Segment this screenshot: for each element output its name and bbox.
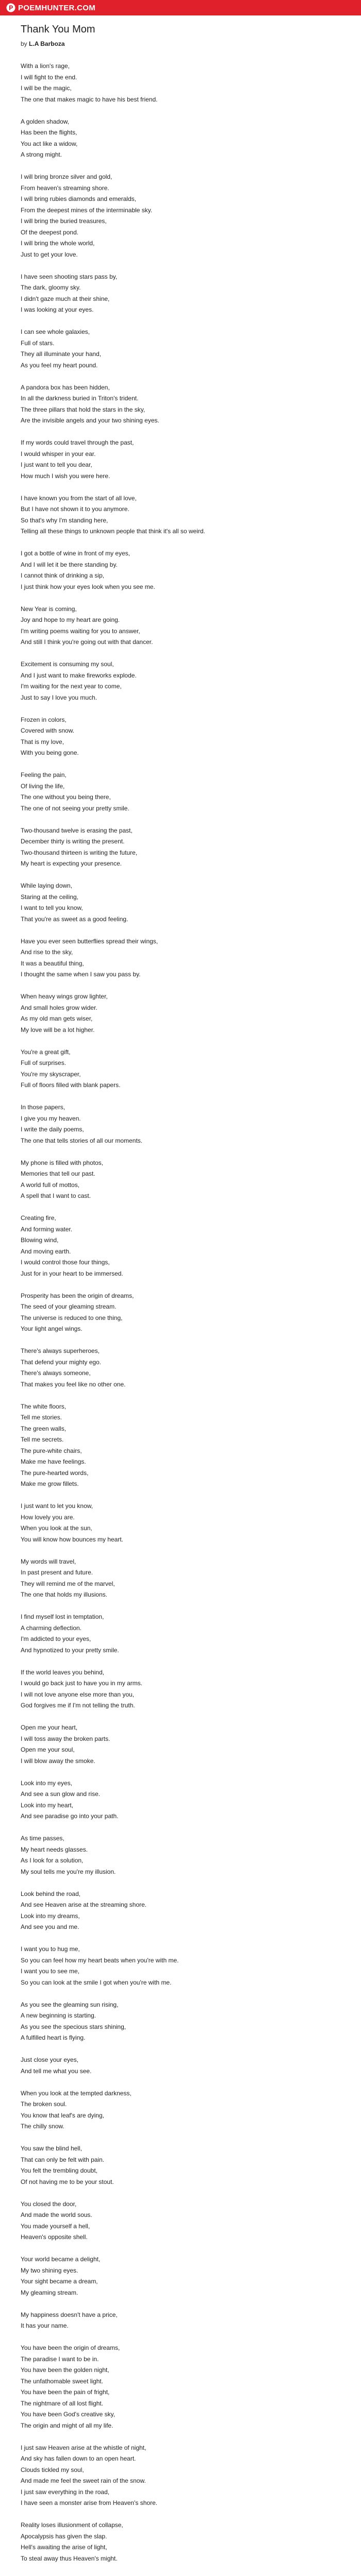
poem-line: Prosperity has been the origin of dreams, bbox=[21, 1292, 134, 1299]
poem-line: If the world leaves you behind, bbox=[21, 1668, 105, 1676]
poem-line: I'm addicted to your eyes, bbox=[21, 1635, 91, 1642]
poem-line: With you being gone. bbox=[21, 749, 79, 756]
poem-line: You made yourself a hell, bbox=[21, 2222, 90, 2230]
poem-line: Of not having me to be your stout. bbox=[21, 2178, 114, 2185]
stanza bbox=[21, 2343, 340, 2431]
poem-line: As my old man gets wiser, bbox=[21, 1015, 93, 1022]
poem-line: It was a beautiful thing, bbox=[21, 959, 84, 967]
poem-line: The nightmare of all lost flight. bbox=[21, 2399, 104, 2407]
poem-line: When heavy wings grow lighter, bbox=[21, 993, 108, 1000]
poem-line: As you feel my heart pound. bbox=[21, 361, 98, 369]
poem-line: To steal away thus Heaven's might. bbox=[21, 2554, 118, 2562]
stanza bbox=[21, 936, 340, 980]
poem-line: The unfathomable sweet light. bbox=[21, 2377, 104, 2385]
poem-line: And still I think you're going out with that dancer. bbox=[21, 638, 153, 646]
poem-line: I will be the magic, bbox=[21, 84, 72, 92]
poem-line: I have seen a monster arise from Heaven's shore. bbox=[21, 2499, 158, 2506]
poem-line: While laying down, bbox=[21, 882, 73, 889]
poem-line: I write the daily poems, bbox=[21, 1126, 84, 1133]
poem-line: Tell me secrets. bbox=[21, 1436, 64, 1443]
stanza bbox=[21, 61, 340, 105]
stanza bbox=[21, 437, 340, 482]
poem-line: My two shining eyes. bbox=[21, 2266, 78, 2274]
poem-line: So you can look at the smile I got when you're with me. bbox=[21, 1978, 172, 1986]
poem-line: You felt the trembling doubt, bbox=[21, 2167, 97, 2174]
poem-line: You have been the golden night, bbox=[21, 2366, 109, 2374]
stanza bbox=[21, 493, 340, 537]
poem-line: And made me feel the sweet rain of the snow. bbox=[21, 2477, 146, 2484]
poem-line: You saw the blind hell, bbox=[21, 2145, 82, 2152]
poem-line: And moving earth. bbox=[21, 1247, 71, 1255]
poem-line: Covered with snow. bbox=[21, 727, 75, 734]
poem-line: I just want to tell you dear, bbox=[21, 461, 92, 468]
poem-line: Make me grow fillets. bbox=[21, 1480, 79, 1487]
stanza bbox=[21, 1158, 340, 1202]
poem-line: Joy and hope to my heart are going. bbox=[21, 616, 120, 623]
poem-line: I just think how your eyes look when you see me. bbox=[21, 583, 155, 590]
poem-line: You have been God's creative sky, bbox=[21, 2411, 116, 2418]
poem-line: Just to say I love you much. bbox=[21, 693, 97, 701]
poem-line: That you're as sweet as a good feeling. bbox=[21, 915, 128, 923]
poem-line: Just for in your heart to be immersed. bbox=[21, 1269, 123, 1277]
poem-line: And I will let it be there standing by. bbox=[21, 561, 118, 568]
stanza bbox=[21, 1346, 340, 1390]
poem-line: Your light angel wings. bbox=[21, 1325, 83, 1332]
poem-line: I will bring the buried treasures, bbox=[21, 217, 107, 225]
poem-line: You have been the pain of fright, bbox=[21, 2388, 110, 2396]
poem-line: You will know how bounces my heart. bbox=[21, 1535, 123, 1543]
top-bar bbox=[0, 0, 361, 15]
poem-line: The universe is reduced to one thing, bbox=[21, 1314, 123, 1321]
poem-line: I was looking at your eyes. bbox=[21, 306, 94, 313]
poem-line: Creating fire, bbox=[21, 1214, 56, 1222]
poem-line: And sky has fallen down to an open heart. bbox=[21, 2455, 136, 2462]
poem-line: You have been the origin of dreams, bbox=[21, 2344, 120, 2351]
poem-line: When you look at the tempted darkness, bbox=[21, 2089, 132, 2097]
poem-line: How much I wish you were here. bbox=[21, 472, 110, 480]
poem-line: And tell me what you see. bbox=[21, 2067, 92, 2075]
stanza bbox=[21, 1501, 340, 1545]
poem-line: The origin and might of all my life. bbox=[21, 2421, 113, 2429]
poem-line: I will bring bronze silver and gold, bbox=[21, 173, 112, 180]
stanza bbox=[21, 2199, 340, 2243]
poem-line: I will bring rubies diamonds and emeralds, bbox=[21, 195, 137, 202]
poem-line: Just close your eyes, bbox=[21, 2056, 79, 2063]
poem-line: I will blow away the smoke. bbox=[21, 1757, 95, 1765]
poem-line: You closed the door, bbox=[21, 2200, 77, 2208]
stanza bbox=[21, 1833, 340, 1877]
poem-line: I have seen shooting stars pass by, bbox=[21, 273, 118, 280]
stanza bbox=[21, 2520, 340, 2564]
poem-line: Open me your soul, bbox=[21, 1746, 75, 1753]
poem-line: I got a bottle of wine in front of my eyes, bbox=[21, 550, 130, 557]
poem-line: Staring at the ceiling, bbox=[21, 893, 79, 901]
stanza bbox=[21, 2088, 340, 2132]
poem-line: Blowing wind, bbox=[21, 1236, 59, 1244]
poem-line: Hell's awaiting the arise of light, bbox=[21, 2544, 107, 2551]
poem-line: New Year is coming, bbox=[21, 605, 77, 613]
poem-line: I want you to see me, bbox=[21, 1968, 80, 1975]
poem-line: And made the world sous. bbox=[21, 2211, 92, 2218]
poem-line: I find myself lost in temptation, bbox=[21, 1613, 104, 1620]
logo-text: POEMHUNTER.COM bbox=[18, 3, 96, 12]
poem-line: And see you and me. bbox=[21, 1923, 79, 1930]
poem-line: I'm writing poems waiting for you to answer, bbox=[21, 627, 140, 635]
poem-line: My gleaming stream. bbox=[21, 2289, 78, 2296]
stanza bbox=[21, 1999, 340, 2044]
poem-line: Look into my heart, bbox=[21, 1801, 74, 1809]
poem-line: Full of stars. bbox=[21, 339, 55, 347]
poem-line: They will remind me of the marvel, bbox=[21, 1580, 115, 1587]
poem-line: When you look at the sun, bbox=[21, 1524, 92, 1532]
stanza bbox=[21, 1401, 340, 1490]
stanza bbox=[21, 604, 340, 648]
poem-line: And see Heaven arise at the streaming shore. bbox=[21, 1901, 147, 1908]
poem-line: My soul tells me you're my illusion. bbox=[21, 1868, 116, 1875]
poem-line: I will fight to the end. bbox=[21, 73, 77, 81]
poem-line: A golden shadow, bbox=[21, 117, 70, 125]
poem-line: So you can feel how my heart beats when you're with me. bbox=[21, 1956, 179, 1964]
stanza bbox=[21, 2143, 340, 2188]
poem-line: In all the darkness buried in Triton's trident. bbox=[21, 395, 139, 402]
poem-line: And forming water. bbox=[21, 1225, 73, 1233]
stanza bbox=[21, 272, 340, 316]
poem-line: Tell me stories. bbox=[21, 1414, 62, 1421]
stanza bbox=[21, 1291, 340, 1335]
poem-line: I can see whole galaxies, bbox=[21, 328, 90, 335]
poem-line: Full of floors filled with blank papers. bbox=[21, 1081, 121, 1089]
poem-line: And see paradise go into your path. bbox=[21, 1812, 119, 1820]
poem-line: I would whisper in your ear. bbox=[21, 450, 96, 457]
poem-line: A world full of mottos, bbox=[21, 1181, 80, 1189]
poem-line: The pure-hearted words, bbox=[21, 1469, 89, 1477]
poem-line: Two-thousand twelve is erasing the past, bbox=[21, 826, 133, 834]
stanza bbox=[21, 715, 340, 759]
poem-line: And hypnotized to your pretty smile. bbox=[21, 1646, 119, 1654]
poem-line: How lovely you are. bbox=[21, 1513, 75, 1521]
stanza bbox=[21, 1213, 340, 1279]
poem-line: Has been the flights, bbox=[21, 129, 77, 136]
poem-line: I will toss away the broken parts. bbox=[21, 1735, 110, 1742]
stanza bbox=[21, 172, 340, 260]
by-prefix: by bbox=[21, 40, 27, 47]
poem-line: Full of surprises. bbox=[21, 1059, 67, 1066]
poem-line: Apocalypsis has given the slap. bbox=[21, 2532, 107, 2540]
stanza bbox=[21, 1667, 340, 1711]
poem-line: The broken soul. bbox=[21, 2100, 67, 2108]
poem-line: Reality loses illusionment of collapse, bbox=[21, 2521, 123, 2529]
stanza bbox=[21, 116, 340, 161]
poem-title: Thank You Mom bbox=[21, 24, 95, 35]
poem-line: The one that holds my illusions. bbox=[21, 1591, 108, 1598]
poem-line: I'm waiting for the next year to come, bbox=[21, 683, 122, 690]
stanza bbox=[21, 825, 340, 870]
poem-line: Feeling the pain, bbox=[21, 771, 67, 778]
poem-line: Memories that tell our past. bbox=[21, 1170, 95, 1177]
poem-line: And rise to the sky, bbox=[21, 948, 73, 956]
poem-line: There's always someone, bbox=[21, 1369, 91, 1377]
poem-line: Just to get your love. bbox=[21, 250, 78, 258]
poem-line: The chilly snow. bbox=[21, 2123, 64, 2130]
poem-line: I cannot think of drinking a sip, bbox=[21, 572, 105, 579]
poem-line: I just saw Heaven arise at the whistle of night, bbox=[21, 2444, 146, 2451]
stanza bbox=[21, 1556, 340, 1601]
poem-line: The one that tells stories of all our moments. bbox=[21, 1137, 143, 1144]
poem-line: God forgives me if I'm not telling the truth. bbox=[21, 1702, 135, 1709]
poem-line: A spell that I want to cast. bbox=[21, 1192, 91, 1199]
poem-line: I give you my heaven. bbox=[21, 1114, 81, 1122]
poem-line: Look into my dreams, bbox=[21, 1912, 80, 1920]
poem-line: Are the invisible angels and your two shining eyes. bbox=[21, 417, 159, 424]
poem-line: My happiness doesn't have a price, bbox=[21, 2311, 118, 2318]
poem-line: In past present and future. bbox=[21, 1569, 93, 1576]
poem-line: That can only be felt with pain. bbox=[21, 2156, 105, 2163]
poem-line: My phone is filled with photos, bbox=[21, 1159, 104, 1166]
poem-line: Your world became a delight, bbox=[21, 2256, 101, 2263]
poem-line: The white floors, bbox=[21, 1402, 67, 1410]
poem-line: Heaven's opposite shell. bbox=[21, 2233, 88, 2241]
poem-line: A strong might. bbox=[21, 151, 62, 158]
poem-line: The three pillars that hold the stars in the sky, bbox=[21, 405, 145, 413]
poem-line: I have known you from the start of all love, bbox=[21, 494, 137, 502]
poem-line: Clouds tickled my soul, bbox=[21, 2466, 84, 2473]
poem-line: Telling all these things to unknown people that think it's all so weird. bbox=[21, 528, 205, 535]
poem-line: That makes you feel like no other one. bbox=[21, 1380, 126, 1388]
stanza bbox=[21, 1102, 340, 1146]
poemhunter-logo-icon bbox=[6, 3, 15, 12]
poem-line: I want you to hug me, bbox=[21, 1945, 80, 1953]
poem-line: As I look for a solution, bbox=[21, 1857, 84, 1864]
poem-line: You know that leaf's are dying, bbox=[21, 2111, 104, 2119]
poem-line: And see a sun glow and rise. bbox=[21, 1790, 101, 1798]
stanza bbox=[21, 1944, 340, 1988]
poem-line: In those papers, bbox=[21, 1104, 65, 1111]
stanza bbox=[21, 382, 340, 427]
poem-line: If my words could travel through the past, bbox=[21, 439, 134, 446]
poem-line: My heart is expecting your presence. bbox=[21, 860, 122, 867]
stanza bbox=[21, 2443, 340, 2509]
byline bbox=[21, 40, 65, 47]
poem-line: Have you ever seen butterflies spread their wings, bbox=[21, 937, 158, 945]
poem-line: Open me your heart, bbox=[21, 1724, 78, 1731]
poem-line: As you see the specious stars shining, bbox=[21, 2023, 126, 2030]
stanza bbox=[21, 327, 340, 371]
poem-line: I would go back just to have you in my arms. bbox=[21, 1680, 143, 1687]
poem-line: They all illuminate your hand, bbox=[21, 350, 102, 358]
poem-line: The pure-white chairs, bbox=[21, 1447, 82, 1454]
poem-line: Your sight became a dream, bbox=[21, 2278, 98, 2285]
poem-line: From the deepest mines of the interminable sky. bbox=[21, 206, 153, 214]
poem-line: From heaven's streaming shore. bbox=[21, 184, 109, 192]
poem-line: That is my love, bbox=[21, 738, 64, 745]
poem-line: The one of not seeing your pretty smile. bbox=[21, 804, 129, 812]
poem-line: And I just want to make fireworks explode. bbox=[21, 671, 137, 679]
poem-line: That defend your mighty ego. bbox=[21, 1358, 102, 1366]
poem-line: There's always superheroes, bbox=[21, 1347, 100, 1354]
poem-line: My love will be a lot higher. bbox=[21, 1026, 95, 1033]
poem-line: So that's why I'm standing here, bbox=[21, 516, 108, 524]
poem-line: My words will travel, bbox=[21, 1557, 76, 1565]
stanza bbox=[21, 1778, 340, 1822]
stanza bbox=[21, 770, 340, 814]
stanza bbox=[21, 1722, 340, 1767]
poem-line: A pandora box has been hidden, bbox=[21, 383, 110, 391]
poem-line: December thirty is writing the present. bbox=[21, 838, 125, 845]
poem-line: I want to tell you know, bbox=[21, 904, 83, 911]
poem-line: A new beginning is starting. bbox=[21, 2012, 96, 2019]
stanza bbox=[21, 1047, 340, 1091]
poem-line: I thought the same when I saw you pass by. bbox=[21, 971, 141, 978]
poem-line: With a lion's rage, bbox=[21, 62, 70, 70]
poem-line: Of the deepest pond. bbox=[21, 228, 79, 236]
poem-body bbox=[21, 61, 340, 2576]
poem-line: Frozen in colors, bbox=[21, 716, 67, 723]
stanza bbox=[21, 2310, 340, 2332]
poem-line: I will not love anyone else more than you, bbox=[21, 1690, 135, 1698]
poem-line: But I have not shown it to you anymore. bbox=[21, 505, 129, 513]
poem-line: As time passes, bbox=[21, 1835, 64, 1842]
poem-line: The dark, gloomy sky. bbox=[21, 284, 81, 291]
poem-line: Look behind the road, bbox=[21, 1890, 81, 1897]
poem-line: Two-thousand thirteen is writing the future, bbox=[21, 849, 138, 856]
poem-line: I just saw everything in the road, bbox=[21, 2488, 110, 2496]
poem-line: You're my skyscraper, bbox=[21, 1070, 81, 1078]
poem-line: I will bring the whole world, bbox=[21, 240, 95, 247]
poem-line: The one that makes magic to have his best friend. bbox=[21, 95, 158, 103]
poem-line: I didn't gaze much at their shine, bbox=[21, 295, 110, 302]
stanza bbox=[21, 1889, 340, 1933]
poem-line: You act like a widow, bbox=[21, 140, 78, 147]
poem-line: A charming deflection. bbox=[21, 1624, 82, 1632]
poem-line: And small holes grow wider. bbox=[21, 1004, 97, 1011]
stanza bbox=[21, 548, 340, 592]
poem-line: As you see the gleaming sun rising, bbox=[21, 2001, 119, 2008]
stanza bbox=[21, 991, 340, 1036]
poem-line: Look into my eyes, bbox=[21, 1779, 73, 1787]
poemhunter-logo-link[interactable] bbox=[6, 3, 95, 12]
poem-line: It has your name. bbox=[21, 2322, 69, 2329]
poem-line: Excitement is consuming my soul, bbox=[21, 660, 114, 668]
stanza bbox=[21, 2055, 340, 2077]
stanza bbox=[21, 1612, 340, 1656]
poem-line: Make me have feelings. bbox=[21, 1458, 86, 1465]
poem-line: Of living the life, bbox=[21, 782, 65, 790]
stanza bbox=[21, 2254, 340, 2298]
poem-line: A fulfilled heart is flying. bbox=[21, 2034, 86, 2041]
poem-line: I would control those four things, bbox=[21, 1259, 110, 1266]
stanza bbox=[21, 880, 340, 925]
poem-line: The paradise I want to be in. bbox=[21, 2355, 99, 2363]
poem-line: The green walls, bbox=[21, 1425, 67, 1432]
poem-line: The one without you being there, bbox=[21, 793, 111, 801]
author-link[interactable]: L.A Barboza bbox=[29, 40, 65, 47]
poem-line: You're a great gift, bbox=[21, 1048, 71, 1056]
poem-line: My heart needs glasses. bbox=[21, 1845, 88, 1853]
poem-line: I just want to let you know, bbox=[21, 1502, 93, 1510]
stanza bbox=[21, 659, 340, 703]
poem-line: The seed of your gleaming stream. bbox=[21, 1303, 117, 1310]
